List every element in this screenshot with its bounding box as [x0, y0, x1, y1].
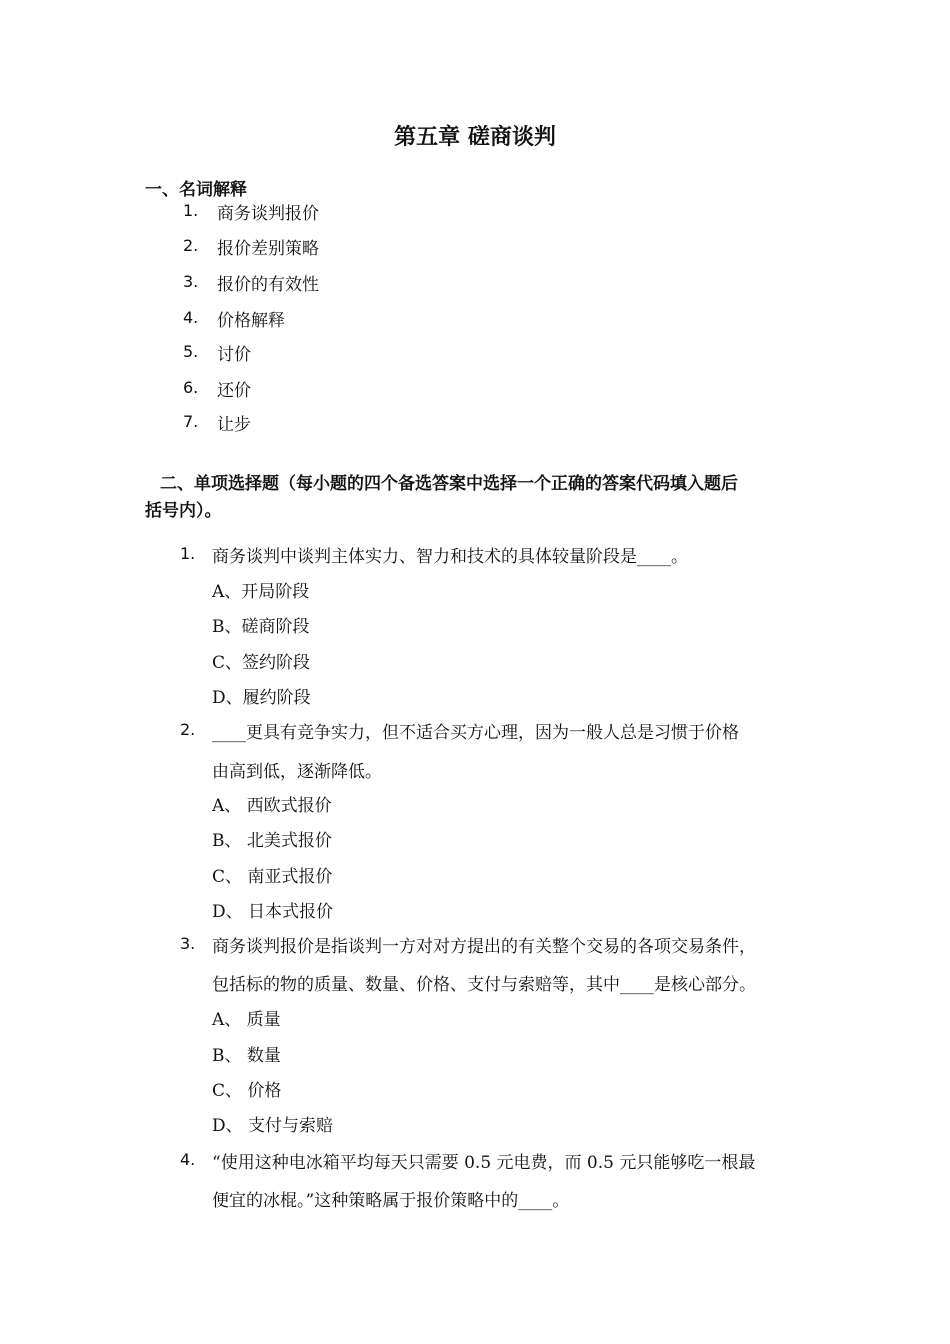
question-text: ____更具有竞争实力，但不适合买方心理，因为一般人总是习惯于价格: [212, 723, 739, 743]
answer-option: A、 质量: [212, 1010, 281, 1030]
answer-option: C、 南亚式报价: [212, 867, 333, 887]
answer-option: B、 北美式报价: [212, 831, 332, 851]
answer-option: D、履约阶段: [212, 688, 311, 708]
answer-option: B、 数量: [212, 1046, 281, 1066]
term-number: 5.: [183, 342, 199, 361]
term-number: 1.: [183, 201, 199, 220]
answer-option: D、 日本式报价: [212, 902, 334, 922]
term-item: 报价的有效性: [217, 275, 319, 295]
question-number: 4.: [180, 1150, 196, 1169]
section-heading-terms: 一、名词解释: [145, 180, 247, 200]
question-text: 由高到低，逐渐降低。: [212, 762, 382, 782]
answer-option: C、 价格: [212, 1081, 282, 1101]
question-text: 便宜的冰棍。”这种策略属于报价策略中的____。: [212, 1191, 570, 1211]
question-number: 3.: [180, 934, 196, 953]
question-number: 1.: [180, 544, 196, 563]
question-text: 商务谈判报价是指谈判一方对对方提出的有关整个交易的各项交易条件，: [212, 937, 756, 957]
question-text: 包括标的物的质量、数量、价格、支付与索赔等，其中____是核心部分。: [212, 975, 756, 995]
section-heading-choice: 二、单项选择题（每小题的四个备选答案中选择一个正确的答案代码填入题后: [160, 474, 738, 494]
term-item: 让步: [217, 415, 251, 435]
question-text: 商务谈判中谈判主体实力、智力和技术的具体较量阶段是____。: [212, 547, 688, 567]
term-item: 报价差别策略: [217, 239, 319, 259]
answer-option: A、开局阶段: [212, 582, 310, 602]
answer-option: C、签约阶段: [212, 653, 311, 673]
term-number: 7.: [183, 412, 199, 431]
term-item: 商务谈判报价: [217, 204, 319, 224]
term-item: 价格解释: [217, 311, 285, 331]
chapter-title: 第五章 磋商谈判: [394, 125, 556, 150]
question-number: 2.: [180, 720, 196, 739]
term-item: 讨价: [217, 345, 251, 365]
answer-option: D、 支付与索赔: [212, 1116, 334, 1136]
term-item: 还价: [217, 381, 251, 401]
term-number: 6.: [183, 378, 199, 397]
answer-option: B、磋商阶段: [212, 617, 310, 637]
section-heading-choice-cont: 括号内）。: [145, 501, 222, 521]
term-number: 4.: [183, 308, 199, 327]
term-number: 3.: [183, 272, 199, 291]
term-number: 2.: [183, 236, 199, 255]
question-text: “使用这种电冰箱平均每天只需要 0.5 元电费，而 0.5 元只能够吃一根最: [212, 1153, 756, 1173]
answer-option: A、 西欧式报价: [212, 796, 332, 816]
